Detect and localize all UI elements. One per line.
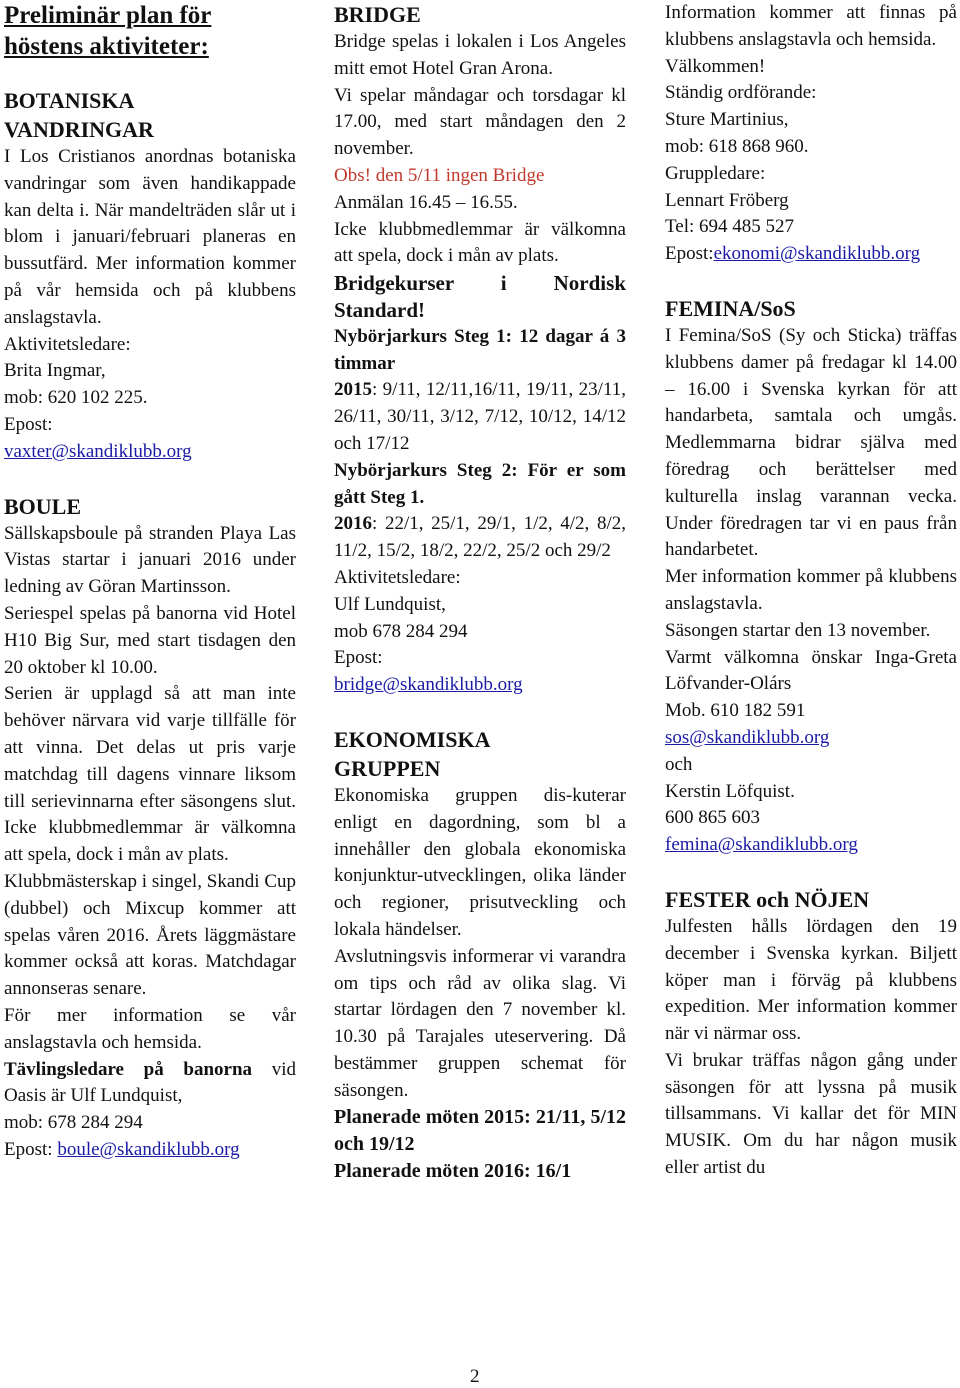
femina-paragraph-3: Säsongen startar den 13 november. [665, 619, 931, 641]
ekonomi-paragraph-1: Ekonomiska gruppen dis-kuterar enligt en dagordning, som bl a innehåller den globala ekonomiska konjunktur-utvecklingen, olika länder och regioner, prisutveckling och lokala händelser. [334, 784, 626, 940]
chair-mob: mob: 618 868 960. [665, 135, 809, 157]
boule-paragraph-2: Seriespel spelas på banorna vid Hotel H10 Big Sur, med start tisdagen den 20 oktober kl 10.00. [4, 602, 296, 678]
group-label: Gruppledare: [665, 162, 766, 184]
column-2 [334, 0, 626, 1185]
bridge-paragraph-2: Vi spelar måndagar och torsdagar kl 17.00, med start måndagen den 2 november. [334, 84, 626, 160]
section-text: I Los Cristianos anordnas botaniska vandringar som även handikappade kan delta i. När mandelträden slår ut i blom i januari/februari planeras en bussutfärd. Mer information kommer på vår hemsida och på klubbens anslagstavla. [4, 146, 296, 328]
bridge-anmalan: Anmälan 16.45 – 16.55. [334, 191, 518, 213]
email-label: Epost: [4, 1138, 58, 1160]
section-botaniska-vandringar [4, 86, 296, 466]
bridge-steg1-heading: Nybörjarkurs Steg 1: 12 dagar á 3 timmar [334, 325, 626, 374]
ekonomi-paragraph-2: Avslutningsvis informerar vi varandra om tips och råd av olika slag. Vi startar lördagen den 7 november kl. 10.30 på Tarajales uteservering. Då bestämmer gruppen schemat för säsongen. [334, 945, 626, 1101]
section-ekonomiska-gruppen [334, 725, 626, 1185]
welcome-text: Välkommen! [665, 55, 766, 77]
email-link[interactable]: bridge@skandiklubb.org [334, 674, 523, 696]
steg2-year: 2016 [334, 513, 372, 535]
section-heading: BOULE [4, 493, 82, 519]
email-link[interactable]: boule@skandiklubb.org [57, 1138, 240, 1160]
conjunction-och: och [665, 753, 693, 775]
boule-leader-rest: vid Oasis är Ulf Lundquist, [4, 1058, 296, 1107]
email-link-femina[interactable]: femina@skandiklubb.org [665, 834, 858, 856]
bridge-obs-notice: Obs! den 5/11 ingen Bridge [334, 164, 545, 186]
heading-line-2: VANDRINGAR [4, 117, 154, 142]
page-title [4, 0, 296, 62]
bridge-steg1-dates [334, 377, 626, 457]
contact-name-2: Kerstin Löfquist. [665, 780, 795, 802]
section-heading [334, 725, 626, 783]
ekonomi-planned-2016: Planerade möten 2016: 16/1 [334, 1160, 572, 1183]
femina-paragraph-1: I Femina/SoS (Sy och Sticka) träffas klubbens damer på fredagar kl 14.00 – 16.00 i Svenska kyrkan för att handarbeta, samtala och umgås. Medlemmarna bidrar själva med föredrag och berättelser med kulturella inslag varannan vecka. Under föredragen tar vi en paus från handarbetet. [665, 324, 957, 561]
heading-line-1: BOTANISKA [4, 88, 135, 113]
leader-label: Aktivitetsledare: [334, 566, 461, 588]
section-boule [4, 492, 296, 1164]
steg1-date-list: : 9/11, 12/11,16/11, 19/11, 23/11, 26/11, 30/11, 3/12, 7/12, 10/12, 14/12 och 17/12 [334, 379, 626, 454]
fester-paragraph-2: Vi brukar träffas någon gång under säsongen för att lyssna på musik tillsammans. Vi kallar det för MIN MUSIK. Om du har någon musik eller artist du [665, 1049, 957, 1179]
email-label: Epost: [334, 647, 383, 669]
email-link[interactable]: ekonomi@skandiklubb.org [713, 243, 921, 265]
section-fester-och-nojen [665, 885, 957, 1182]
contact-mob-1: Mob. 610 182 591 [665, 700, 806, 722]
boule-email-line [4, 1137, 296, 1164]
section-heading: BRIDGE [334, 2, 421, 27]
boule-paragraph-3: Serien är upplagd så att man inte behöver närvara vid varje tillfälle för att vinna. Det delas ut pris varje matchdag till dagens vinnare liksom till serievinnarna efter säsongens slut. Icke klubbmedlemmar är välkomna att spela, dock i mån av plats. [4, 683, 296, 866]
bridge-course-heading: Bridgekurser i Nordisk Standard! [334, 271, 626, 322]
email-link-sos[interactable]: sos@skandiklubb.org [665, 726, 830, 748]
femina-paragraph-4: Varmt välkomna önskar Inga-Greta Löfvander-Olárs [665, 646, 957, 695]
steg1-year: 2015 [334, 379, 372, 401]
leader-name: Ulf Lundquist, [334, 593, 446, 615]
group-name: Lennart Fröberg [665, 189, 789, 211]
fester-paragraph-1: Julfesten hålls lördagen den 19 december i Svenska kyrkan. Biljett köper man i förväg på klubbens expedition. Mer information kommer när vi närmar oss. [665, 915, 957, 1045]
boule-paragraph-5: För mer information se vår anslagstavla och hemsida. [4, 1004, 296, 1053]
page-number: 2 [470, 1366, 480, 1387]
bridge-paragraph-3: Icke klubbmedlemmar är välkomna att spela, dock i mån av plats. [334, 218, 626, 267]
ekonomi-planned-2015: Planerade möten 2015: 21/11, 5/12 och 19/12 [334, 1106, 626, 1156]
boule-paragraph-6 [4, 1057, 296, 1111]
section-ekonomi-contacts [665, 0, 957, 268]
section-heading: FESTER och NÖJEN [665, 886, 870, 912]
bridge-steg2-dates [334, 511, 626, 565]
section-femina-sos [665, 294, 957, 859]
section-heading [4, 86, 296, 144]
info-text: Information kommer att finnas på klubbens anslagstavla och hemsida. [665, 2, 957, 50]
heading-line-1: EKONOMISKA [334, 726, 491, 752]
email-label: Epost: [4, 413, 53, 435]
page-title-line-1: Preliminär plan för [4, 2, 212, 29]
column-3 [665, 0, 957, 1182]
page-title-line-2: höstens aktiviteter: [4, 33, 209, 60]
leader-mob: mob: 620 102 225. [4, 387, 148, 409]
leader-label: Aktivitetsledare: [4, 333, 131, 355]
section-heading: FEMINA/SoS [665, 295, 796, 321]
email-line [665, 241, 957, 268]
chair-name: Sture Martinius, [665, 109, 789, 131]
leader-name: Brita Ingmar, [4, 360, 106, 382]
column-1 [4, 0, 296, 1164]
bridge-steg2-heading: Nybörjarkurs Steg 2: För er som gått Steg 1. [334, 459, 626, 508]
boule-paragraph-4: Klubbmästerskap i singel, Skandi Cup (dubbel) och Mixcup kommer att spelas våren 2016. Årets läggmästare kommer också att koras. Matchdagar annonseras senare. [4, 870, 296, 1000]
email-label: Epost: [665, 243, 714, 265]
contact-tel-2: 600 865 603 [665, 807, 760, 829]
leader-mob: mob 678 284 294 [334, 620, 468, 642]
section-bridge [334, 0, 626, 699]
femina-paragraph-2: Mer information kommer på klubbens anslagstavla. [665, 566, 957, 614]
boule-paragraph-1: Sällskapsboule på stranden Playa Las Vistas startar i januari 2016 under ledning av Göran Martinsson. [4, 522, 296, 598]
steg2-date-list: : 22/1, 25/1, 29/1, 1/2, 4/2, 8/2, 11/2, 15/2, 18/2, 22/2, 25/2 och 29/2 [334, 513, 626, 562]
group-tel: Tel: 694 485 527 [665, 216, 795, 238]
email-link[interactable]: vaxter@skandiklubb.org [4, 440, 192, 462]
bridge-paragraph-1: Bridge spelas i lokalen i Los Angeles mitt emot Hotel Gran Arona. [334, 31, 626, 79]
chair-label: Ständig ordförande: [665, 82, 817, 104]
boule-leader-bold: Tävlingsledare på banorna [4, 1058, 253, 1080]
boule-mob: mob: 678 284 294 [4, 1112, 143, 1134]
heading-line-2: GRUPPEN [334, 755, 441, 781]
